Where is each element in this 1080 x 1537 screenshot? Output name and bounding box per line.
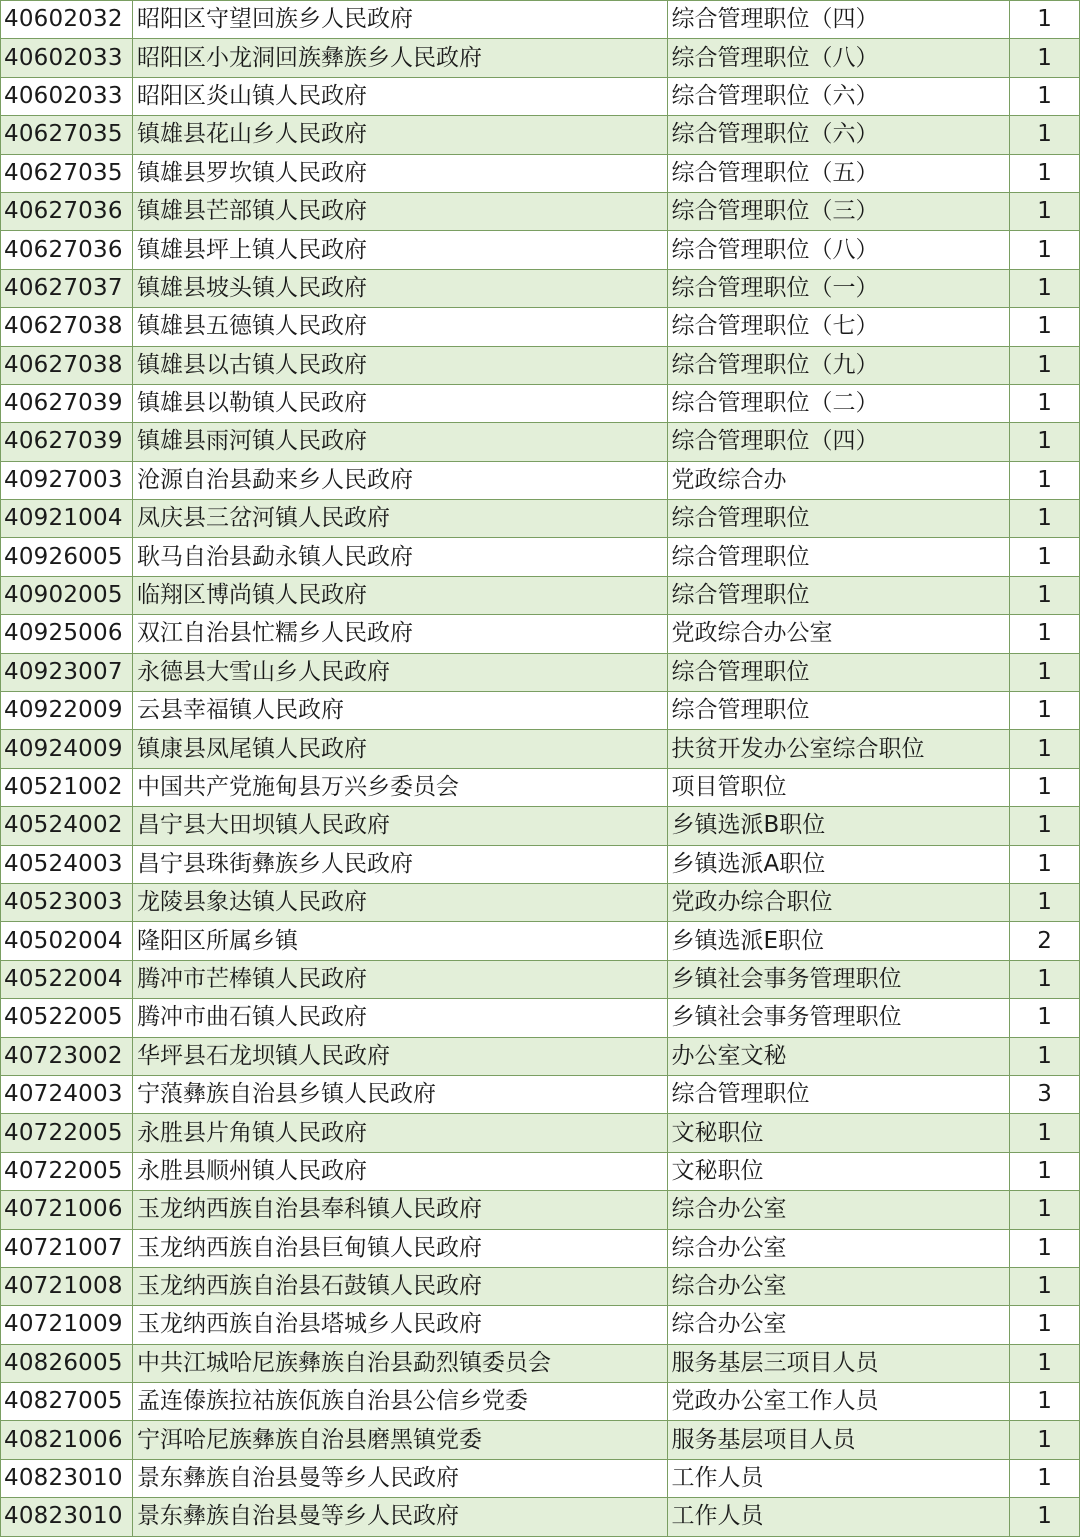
position-name-cell: 文秘职位 [667,1152,1010,1190]
position-name-cell: 综合管理职位（四） [667,423,1010,461]
headcount-cell: 1 [1010,461,1080,499]
position-code-cell: 40827005 [1,1383,133,1421]
headcount-cell: 3 [1010,1075,1080,1113]
position-code-cell: 40902005 [1,576,133,614]
table-row [1,1075,1080,1113]
table-row [1,192,1080,230]
employer-cell: 玉龙纳西族自治县石鼓镇人民政府 [132,1267,667,1305]
employer-cell: 镇雄县坪上镇人民政府 [132,231,667,269]
table-row [1,39,1080,77]
employer-cell: 沧源自治县勐来乡人民政府 [132,461,667,499]
headcount-cell: 2 [1010,922,1080,960]
position-name-cell: 工作人员 [667,1498,1010,1536]
position-name-cell: 综合管理职位（三） [667,192,1010,230]
position-code-cell: 40602033 [1,39,133,77]
position-name-cell: 项目管职位 [667,768,1010,806]
table-row [1,615,1080,653]
table-row [1,1306,1080,1344]
employer-cell: 昌宁县大田坝镇人民政府 [132,807,667,845]
table-row [1,1037,1080,1075]
position-code-cell: 40924009 [1,730,133,768]
position-name-cell: 综合管理职位 [667,538,1010,576]
employer-cell: 镇雄县五德镇人民政府 [132,308,667,346]
headcount-cell: 1 [1010,346,1080,384]
headcount-cell: 1 [1010,1421,1080,1459]
position-code-cell: 40721007 [1,1229,133,1267]
headcount-cell: 1 [1010,845,1080,883]
table-row [1,269,1080,307]
employer-cell: 云县幸福镇人民政府 [132,692,667,730]
table-row [1,1421,1080,1459]
position-name-cell: 综合管理职位 [667,1075,1010,1113]
table-row [1,845,1080,883]
employer-cell: 镇康县凤尾镇人民政府 [132,730,667,768]
position-name-cell: 综合管理职位 [667,653,1010,691]
position-name-cell: 综合管理职位 [667,692,1010,730]
headcount-cell: 1 [1010,615,1080,653]
headcount-cell: 1 [1010,154,1080,192]
position-code-cell: 40722005 [1,1152,133,1190]
position-name-cell: 综合管理职位（八） [667,231,1010,269]
table-row [1,692,1080,730]
table-row [1,461,1080,499]
table-row [1,1344,1080,1382]
table-row [1,922,1080,960]
position-name-cell: 综合办公室 [667,1306,1010,1344]
position-name-cell: 工作人员 [667,1459,1010,1497]
position-code-cell: 40724003 [1,1075,133,1113]
headcount-cell: 1 [1010,77,1080,115]
table-row [1,883,1080,921]
position-name-cell: 综合管理职位（四） [667,1,1010,39]
position-code-cell: 40524002 [1,807,133,845]
headcount-cell: 1 [1010,730,1080,768]
headcount-cell: 1 [1010,116,1080,154]
table-row [1,1459,1080,1497]
position-code-cell: 40524003 [1,845,133,883]
table-row [1,960,1080,998]
table-row [1,154,1080,192]
table-row [1,384,1080,422]
headcount-cell: 1 [1010,39,1080,77]
headcount-cell: 1 [1010,1383,1080,1421]
headcount-cell: 1 [1010,538,1080,576]
position-name-cell: 综合管理职位（二） [667,384,1010,422]
employer-cell: 镇雄县芒部镇人民政府 [132,192,667,230]
position-code-cell: 40721009 [1,1306,133,1344]
employer-cell: 昭阳区小龙洞回族彝族乡人民政府 [132,39,667,77]
employer-cell: 永胜县顺州镇人民政府 [132,1152,667,1190]
position-name-cell: 文秘职位 [667,1114,1010,1152]
headcount-cell: 1 [1010,192,1080,230]
position-name-cell: 综合管理职位（六） [667,77,1010,115]
position-code-cell: 40723002 [1,1037,133,1075]
position-name-cell: 乡镇选派A职位 [667,845,1010,883]
headcount-cell: 1 [1010,807,1080,845]
employer-cell: 镇雄县以古镇人民政府 [132,346,667,384]
employer-cell: 中共江城哈尼族彝族自治县勐烈镇委员会 [132,1344,667,1382]
employer-cell: 双江自治县忙糯乡人民政府 [132,615,667,653]
headcount-cell: 1 [1010,768,1080,806]
employer-cell: 耿马自治县勐永镇人民政府 [132,538,667,576]
position-code-cell: 40602033 [1,77,133,115]
headcount-cell: 1 [1010,1306,1080,1344]
position-code-cell: 40522004 [1,960,133,998]
position-code-cell: 40923007 [1,653,133,691]
table-row [1,308,1080,346]
table-row [1,1383,1080,1421]
position-code-cell: 40922009 [1,692,133,730]
position-code-cell: 40921004 [1,500,133,538]
table-row [1,538,1080,576]
position-code-cell: 40627036 [1,192,133,230]
position-code-cell: 40627036 [1,231,133,269]
position-name-cell: 乡镇社会事务管理职位 [667,999,1010,1037]
headcount-cell: 1 [1010,960,1080,998]
position-code-cell: 40627037 [1,269,133,307]
position-name-cell: 综合办公室 [667,1191,1010,1229]
employer-cell: 昭阳区炎山镇人民政府 [132,77,667,115]
employer-cell: 景东彝族自治县曼等乡人民政府 [132,1498,667,1536]
position-name-cell: 综合办公室 [667,1267,1010,1305]
position-code-cell: 40826005 [1,1344,133,1382]
table-row [1,653,1080,691]
position-code-cell: 40522005 [1,999,133,1037]
headcount-cell: 1 [1010,384,1080,422]
headcount-cell: 1 [1010,231,1080,269]
position-code-cell: 40627039 [1,384,133,422]
headcount-cell: 1 [1010,1498,1080,1536]
position-name-cell: 综合管理职位 [667,500,1010,538]
employer-cell: 永胜县片角镇人民政府 [132,1114,667,1152]
headcount-cell: 1 [1010,1459,1080,1497]
employer-cell: 景东彝族自治县曼等乡人民政府 [132,1459,667,1497]
position-name-cell: 综合管理职位（八） [667,39,1010,77]
position-code-cell: 40823010 [1,1459,133,1497]
employer-cell: 镇雄县坡头镇人民政府 [132,269,667,307]
headcount-cell: 1 [1010,308,1080,346]
employer-cell: 临翔区博尚镇人民政府 [132,576,667,614]
headcount-cell: 1 [1010,653,1080,691]
headcount-cell: 1 [1010,1037,1080,1075]
headcount-cell: 1 [1010,500,1080,538]
employer-cell: 镇雄县罗坎镇人民政府 [132,154,667,192]
headcount-cell: 1 [1010,1114,1080,1152]
position-code-cell: 40721006 [1,1191,133,1229]
employer-cell: 昌宁县珠街彝族乡人民政府 [132,845,667,883]
employer-cell: 昭阳区守望回族乡人民政府 [132,1,667,39]
position-name-cell: 综合管理职位（七） [667,308,1010,346]
position-name-cell: 综合管理职位（五） [667,154,1010,192]
table-row [1,423,1080,461]
table-row [1,807,1080,845]
position-name-cell: 党政综合办公室 [667,615,1010,653]
table-row [1,1114,1080,1152]
table-row [1,500,1080,538]
position-code-cell: 40821006 [1,1421,133,1459]
employer-cell: 宁蒗彝族自治县乡镇人民政府 [132,1075,667,1113]
employer-cell: 玉龙纳西族自治县奉科镇人民政府 [132,1191,667,1229]
position-name-cell: 扶贫开发办公室综合职位 [667,730,1010,768]
position-code-cell: 40722005 [1,1114,133,1152]
headcount-cell: 1 [1010,1344,1080,1382]
table-row [1,576,1080,614]
employer-cell: 凤庆县三岔河镇人民政府 [132,500,667,538]
position-name-cell: 办公室文秘 [667,1037,1010,1075]
employer-cell: 宁洱哈尼族彝族自治县磨黑镇党委 [132,1421,667,1459]
position-code-cell: 40602032 [1,1,133,39]
employer-cell: 腾冲市芒棒镇人民政府 [132,960,667,998]
position-code-cell: 40521002 [1,768,133,806]
position-name-cell: 综合管理职位（九） [667,346,1010,384]
employer-cell: 龙陵县象达镇人民政府 [132,883,667,921]
headcount-cell: 1 [1010,1191,1080,1229]
employer-cell: 玉龙纳西族自治县塔城乡人民政府 [132,1306,667,1344]
position-name-cell: 党政综合办 [667,461,1010,499]
headcount-cell: 1 [1010,269,1080,307]
position-code-cell: 40925006 [1,615,133,653]
position-name-cell: 服务基层三项目人员 [667,1344,1010,1382]
employer-cell: 镇雄县雨河镇人民政府 [132,423,667,461]
position-name-cell: 服务基层项目人员 [667,1421,1010,1459]
headcount-cell: 1 [1010,692,1080,730]
table-row [1,1,1080,39]
headcount-cell: 1 [1010,1267,1080,1305]
headcount-cell: 1 [1010,999,1080,1037]
position-name-cell: 乡镇选派B职位 [667,807,1010,845]
table-row [1,730,1080,768]
employer-cell: 华坪县石龙坝镇人民政府 [132,1037,667,1075]
position-code-cell: 40823010 [1,1498,133,1536]
table-row [1,768,1080,806]
table-row [1,1498,1080,1536]
employer-cell: 中国共产党施甸县万兴乡委员会 [132,768,667,806]
table-row [1,116,1080,154]
headcount-cell: 1 [1010,423,1080,461]
position-name-cell: 党政办公室工作人员 [667,1383,1010,1421]
employer-cell: 孟连傣族拉祜族佤族自治县公信乡党委 [132,1383,667,1421]
position-name-cell: 综合管理职位（六） [667,116,1010,154]
employer-cell: 镇雄县以勒镇人民政府 [132,384,667,422]
position-name-cell: 综合管理职位（一） [667,269,1010,307]
employer-cell: 镇雄县花山乡人民政府 [132,116,667,154]
position-code-cell: 40523003 [1,883,133,921]
position-name-cell: 乡镇社会事务管理职位 [667,960,1010,998]
position-code-cell: 40721008 [1,1267,133,1305]
employer-cell: 腾冲市曲石镇人民政府 [132,999,667,1037]
headcount-cell: 1 [1010,1152,1080,1190]
position-name-cell: 综合管理职位 [667,576,1010,614]
table-row [1,1229,1080,1267]
headcount-cell: 1 [1010,1,1080,39]
position-code-cell: 40502004 [1,922,133,960]
position-code-cell: 40927003 [1,461,133,499]
table-body [1,1,1080,1537]
table-row [1,1152,1080,1190]
position-code-cell: 40627035 [1,154,133,192]
employer-cell: 永德县大雪山乡人民政府 [132,653,667,691]
table-row [1,999,1080,1037]
position-code-cell: 40627038 [1,346,133,384]
position-code-cell: 40926005 [1,538,133,576]
headcount-cell: 1 [1010,576,1080,614]
headcount-cell: 1 [1010,883,1080,921]
position-code-cell: 40627038 [1,308,133,346]
employer-cell: 隆阳区所属乡镇 [132,922,667,960]
headcount-cell: 1 [1010,1229,1080,1267]
position-name-cell: 党政办综合职位 [667,883,1010,921]
employer-cell: 玉龙纳西族自治县巨甸镇人民政府 [132,1229,667,1267]
table-row [1,346,1080,384]
position-name-cell: 乡镇选派E职位 [667,922,1010,960]
table-row [1,231,1080,269]
position-code-cell: 40627039 [1,423,133,461]
table-row [1,1267,1080,1305]
position-code-cell: 40627035 [1,116,133,154]
table-row [1,77,1080,115]
table-row [1,1191,1080,1229]
position-name-cell: 综合办公室 [667,1229,1010,1267]
